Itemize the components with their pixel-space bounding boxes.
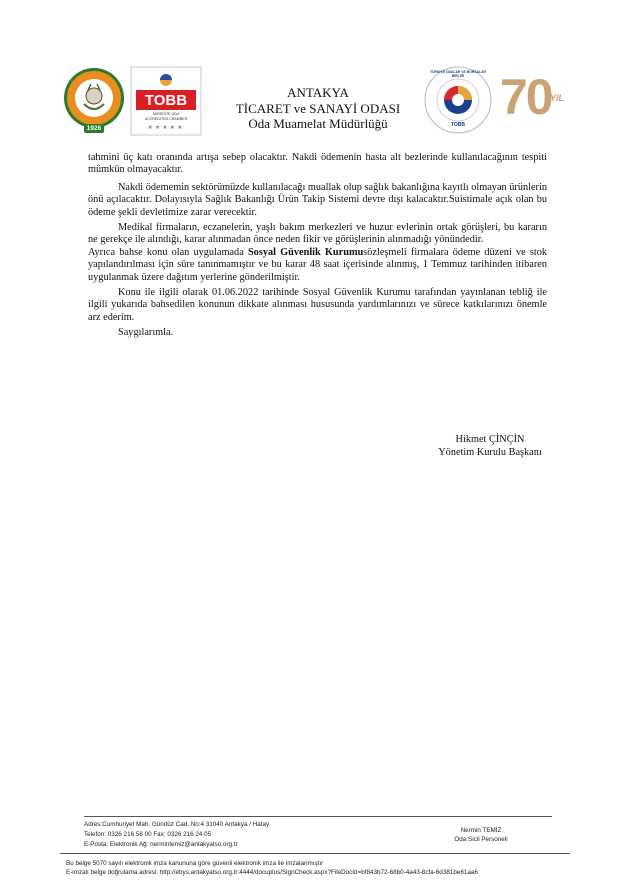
signer-name: Hikmet ÇİNÇİN [455,434,525,445]
footer-staff-name: Nermin TEMİZ [460,827,502,834]
anniversary-word: YIL [549,93,564,103]
paragraph-4-bold: Sosyal Güvenlik Kurumu [247,246,364,258]
tobb-union-bottom: TOBB [450,122,466,128]
tobb-logo-subtext: AKREDİTE ODA ACCREDITED CHAMBER [144,112,188,121]
footer-staff-title: Oda Sicil Personeli [454,836,508,843]
header-city: ANTAKYA [287,85,349,100]
signature-block [420,433,560,459]
footer-phone: Telefon: 0326 216 58 00 Fax: 0326 216 24 05 [84,831,212,838]
tobb-union-logo [424,66,492,134]
letter-body [88,152,547,340]
esign-note: Bu belge 5070 sayılı elektronik imza kanununa göre güvenli elektronik imza ile imzalanmıştır [66,860,324,867]
header-department: Oda Muamelat Müdürlüğü [248,116,388,131]
header-chamber-name: TİCARET ve SANAYİ ODASI [235,100,401,116]
paragraph-4 [88,247,547,284]
closing: Saygılarımla. [118,327,174,339]
footer-email: E-Posta: Elektronik Ağ: nermintemiz@antakyatso.org.tr [84,841,238,848]
anniversary-logo [500,69,580,130]
signer-title: Yönetim Kurulu Başkanı [438,447,542,458]
anniversary-number: 70 [500,69,552,125]
tobb-logo-text: TOBB [144,92,188,109]
chamber-seal-logo [62,66,126,136]
footer-divider-top [84,816,552,817]
chamber-header [218,85,418,132]
paragraph-3: Medikal firmaların, eczanelerin, yaşlı bakım merkezleri ve huzur evlerinin ortak görüşleri, bu kararın ne gerekçe ile alındığı, karar alınmadan önce neden fikir ve görüşlerinin alınmadığı yönündedir. [88,222,547,246]
paragraph-4-lead: Ayrıca bahse konu olan uygulamada [88,246,248,258]
footer-divider-bottom [60,853,570,854]
paragraph-2: Nakdi ödememin sektörümüzde kullanılacağı muallak olup sağlık bakanlığına kayıtlı olmayan ürünlerin önü açılacaktır. Dolayısıyla Sağlık Bakanlığı Ürün Takip Sistemi devre dışı kalacaktır.Suistimale açık olan bu ödeme şekli devletimize zarar verecektir. [88,181,547,218]
chamber-seal-year: 1926 [86,125,102,132]
tobb-stars: ★★★★★ [147,125,185,131]
tobb-accredited-logo [130,66,202,136]
paragraph-5: Konu ile ilgili olarak 01.06.2022 tarihinde Sosyal Güvenlik Kurumu tarafından yayınlanan tebliğ ile ilgili yukarıda bahsedilen konunun dikkate alınması hususunda yardımlarınızı ve sürece katkılarınızı önemle arz ederim. [88,287,547,323]
footer-address: Adres:Cumhuriyet Mah. Gündüz Cad. No:4 31040 Antakya / Hatay [84,821,270,828]
paragraph-1: tahmini üç katı oranında artışa sebep olacaktır. Nakdi ödemenin hasta alt bezlerinde kullanılacağının tespiti mümkün olmayacaktır. [88,152,547,176]
verify-url[interactable]: E-imzalı belge doğrulama adresi: http://ebys.antakyatso.org.tr:4444/docuplus/SignCheck.aspx?FileDocId=bf843b72-68b0-4a43-8cfa-6d381be61aa6 [66,869,478,876]
tobb-union-ring-text: TÜRKİYE ODALAR VE BORSALAR BİRLİĞİ [430,70,486,78]
paragraph-4-rest: sözleşmeli firmalara ödeme düzeni ve stok yapılandırılması için süre tanınmamıştır ve bu karar 48 saat içerisinde alınmış, 1 Temmuz tarihinden itibaren uygulanmak üzere dağıtım yerlerine gönderilmiştir. [88,246,548,283]
